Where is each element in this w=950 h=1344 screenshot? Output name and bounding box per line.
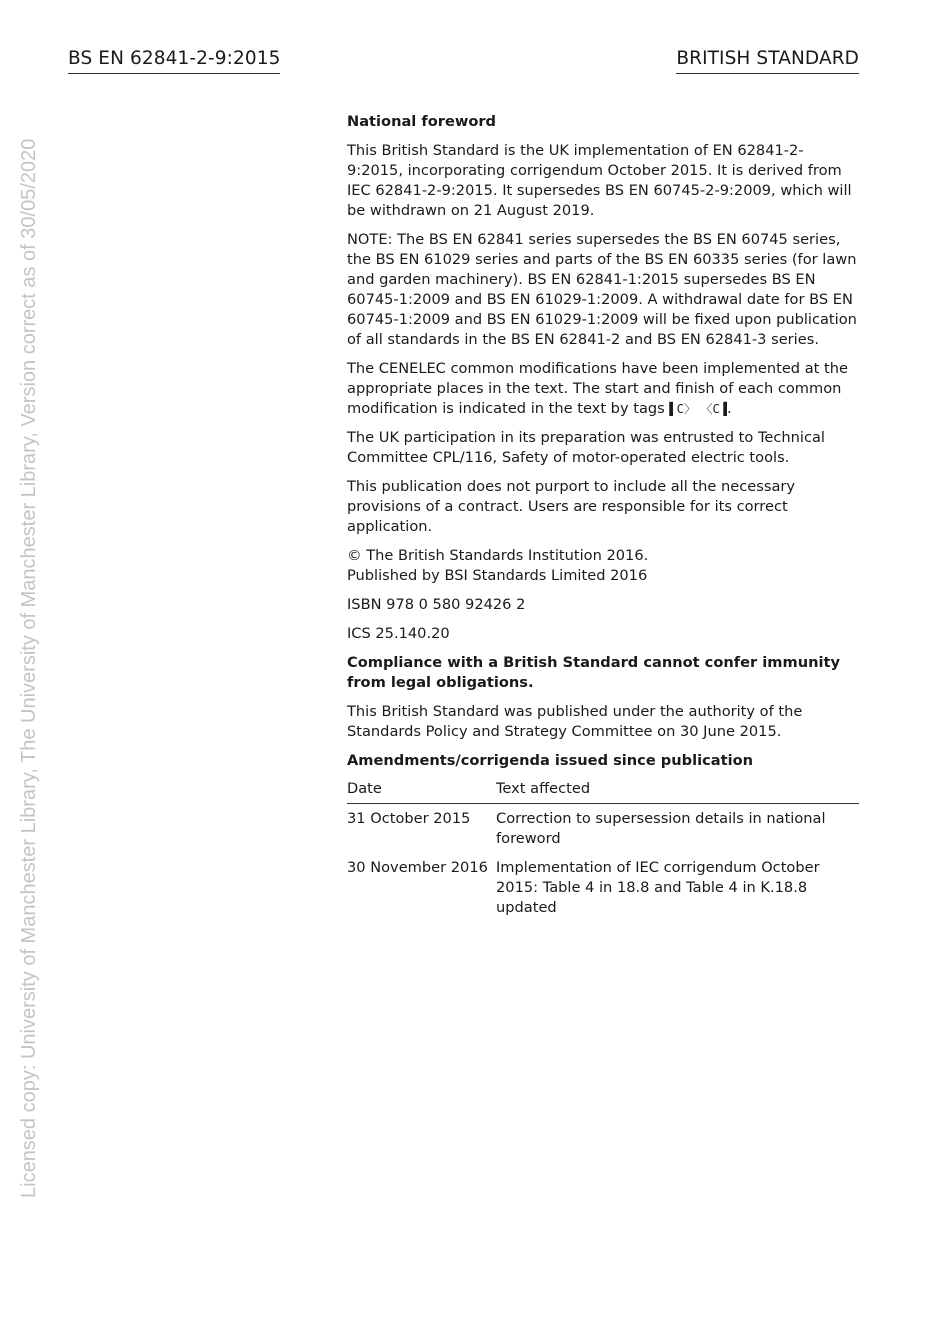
header-british-standard: BRITISH STANDARD	[676, 46, 859, 74]
column-header-date: Date	[347, 779, 496, 804]
header-standard-number: BS EN 62841-2-9:2015	[68, 46, 280, 74]
amendment-date: 31 October 2015	[347, 810, 471, 827]
amendment-date: 30 November 2016	[347, 859, 488, 876]
foreword-note: NOTE: The BS EN 62841 series supersedes the BS EN 60745 series, the BS EN 61029 series and parts of the BS EN 60335 series (for lawn and garden machinery). BS EN 62841-1:2015 supersedes BS EN 60745-1:2009 and BS EN 61029-1:2009. A withdrawal date for BS EN 60745-1:2009 and BS EN 61029-1:2009 will be fixed upon publication of all standards in the BS EN 62841-2 and BS EN 62841-3 series.	[347, 231, 857, 348]
foreword-paragraph-4: The UK participation in its preparation was entrusted to Technical Committee CPL/116, Safety of motor-operated electric tools.	[347, 429, 825, 466]
copyright-block	[347, 546, 859, 586]
foreword-title: National foreword	[347, 113, 497, 130]
cenelec-start-tag-icon: ▌C〉	[669, 402, 696, 416]
foreword-paragraph-5: This publication does not purport to include all the necessary provisions of a contract. Users are responsible for its correct application.	[347, 478, 796, 535]
ics: ICS 25.140.20	[347, 625, 450, 642]
column-header-text-affected: Text affected	[496, 779, 859, 804]
copyright-line-1: © The British Standards Institution 2016.	[347, 547, 649, 564]
table-row	[347, 853, 859, 922]
compliance-statement: Compliance with a British Standard cannot confer immunity from legal obligations.	[347, 654, 840, 691]
license-watermark: Licensed copy: University of Manchester Library, The University of Manchester Library, Version correct as of 30/05/2020	[18, 138, 40, 1198]
paragraph-3-text: The CENELEC common modifications have been implemented at the appropriate places in the text. The start and finish of each common modification is indicated in the text by tags	[347, 360, 848, 417]
table-row	[347, 804, 859, 854]
amendment-text: Correction to supersession details in national foreword	[496, 810, 826, 847]
foreword-paragraph-1: This British Standard is the UK implementation of EN 62841-2-9:2015, incorporating corrigendum October 2015. It is derived from IEC 62841-2-9:2015. It supersedes BS EN 60745-2-9:2009, which will be withdrawn on 21 August 2019.	[347, 142, 852, 219]
cenelec-end-tag-icon: 〈C▐	[700, 402, 727, 416]
amendment-text: Implementation of IEC corrigendum October 2015: Table 4 in 18.8 and Table 4 in K.18.8 updated	[496, 859, 820, 916]
foreword-paragraph-3	[347, 359, 859, 419]
paragraph-3-end: .	[726, 400, 732, 417]
national-foreword	[347, 112, 859, 922]
authority-statement: This British Standard was published under the authority of the Standards Policy and Strategy Committee on 30 June 2015.	[347, 703, 803, 740]
table-header-row	[347, 779, 859, 804]
amendments-title: Amendments/corrigenda issued since publication	[347, 752, 753, 769]
copyright-line-2: Published by BSI Standards Limited 2016	[347, 567, 648, 584]
isbn: ISBN 978 0 580 92426 2	[347, 596, 526, 613]
amendments-table	[347, 779, 859, 922]
